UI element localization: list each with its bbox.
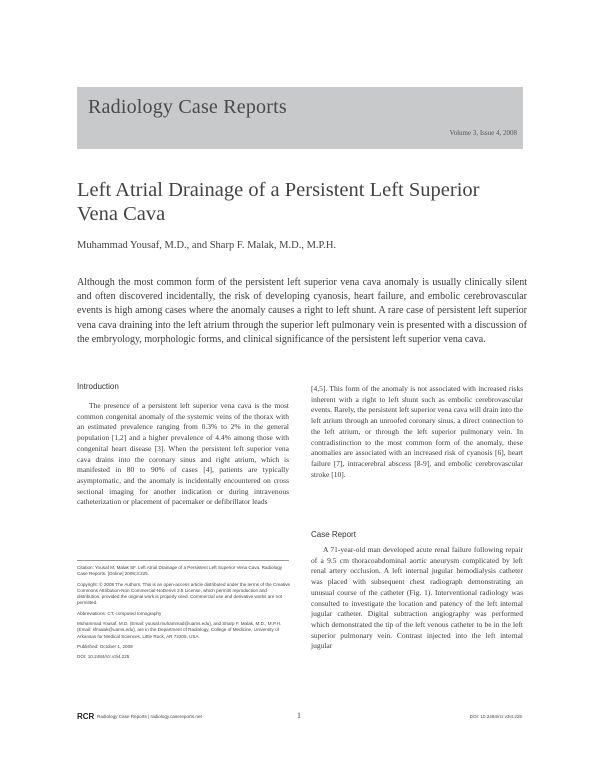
rcr-logo: RCR <box>77 712 95 721</box>
case-report-paragraph-1: A 71-year-old man developed acute renal failure following repair of a 9.5 cm thoracoabdominal aortic aneurysm complicated by left renal artery occlusion. A left internal jugular hemodialysis catheter was placed with subsequent chest radiograph demonstrating an unusual course of the catheter (Fig. 1). Interventional radiology was consulted to investigate the location and patency of the left internal jugular catheter. Digital subtraction angiography was performed which demonstrated the tip of the left venous catheter to be in the left superior pulmonary vein. Contrast injected into the left internal jugular <box>311 545 523 651</box>
article-title: Left Atrial Drainage of a Persistent Left Superior Vena Cava <box>77 179 480 225</box>
footnotes <box>77 565 291 665</box>
doi-note: DOI: 10.2484/rcr.v3i4.225 <box>77 654 130 660</box>
volume-issue: Volume 3, Issue 4, 2008 <box>449 129 517 137</box>
case-report-body <box>311 545 523 652</box>
copyright-note: Copyright: © 2008 The Authors. This is an open-access article distributed under the terms of the Creative Commons Attribution-Non Commercial-NoDerivs 2.5 License, which permits reproduction and distribution, provided the original work is properly cited. Commercial use and derivative works are not permitted. <box>77 581 291 606</box>
introduction-paragraph-2: [4,5]. This form of the anomaly is not associated with increased risks inherent with a right to left shunt such as embolic cerebrovascular events. Rarely, the persistent left superior vena cava will drain into the left atrium through an unroofed coronary sinus, a direct connection to the left atrium, or through the left superior pulmonary vein. In contradistinction to the most common form of the anomaly, these anomalies are associated with an increased risk of cyanosis [6], heart failure [7], intracerebral abscess [8-9], and embolic cerebrovascular stroke [10]. <box>311 384 523 479</box>
footer-doi: DOI: 10.2484/rcr.v3i4.225 <box>469 714 522 719</box>
published-note: Published: October 1, 2008 <box>77 643 133 649</box>
footnote-divider <box>77 560 289 561</box>
abstract: Although the most common form of the persistent left superior vena cava anomaly is usually clinically silent and often discovered incidentally, the risk of developing cyanosis, heart failure, and embolic cerebrovascular events is high among cases where the anomaly causes a right to left shunt. A rare case of persistent left superior vena cava draining into the left atrium through the superior left pulmonary vein is presented with a discussion of the embryology, morphologic forms, and clinical significance of the persistent left superior vena cava. <box>77 277 527 345</box>
introduction-body <box>77 401 289 508</box>
introduction-continued <box>311 384 523 480</box>
introduction-heading: Introduction <box>77 382 119 391</box>
page-number: 1 <box>297 711 301 720</box>
authors: Muhammad Yousaf, M.D., and Sharp F. Malak, M.D., M.P.H. <box>77 240 337 251</box>
introduction-paragraph-1: The presence of a persistent left superior vena cava is the most common congenital anomaly of the systemic veins of the thorax with an estimated prevalence ranging from 0.3% to 2% in the general population [1,2] and a higher prevalence of 4.4% among those with congenital heart disease [3]. When the persistent left superior vena cava drains into the coronary sinus and right atrium, which is manifested in 80 to 90% of cases [4], patients are typically asymptomatic, and the anomaly is incidentally encountered on cross sectional imaging for another indication or during intravenous catheterization or placement of pacemaker or defibrillator leads <box>77 401 289 507</box>
journal-title: Radiology Case Reports <box>88 96 287 118</box>
abbreviations-note: Abbreviations: CT, computed tomography <box>77 610 162 616</box>
affiliation-note: Muhammad Yousaf, M.D. (Email: yousaf.muhammad@uams.edu), and Sharp F. Malak, M.D., M.P.H. (Email: sfmalak@uams.edu), are in the Department of Radiology, College of Medicine, University of Arkansas for Medical Sciences, Little Rock, AR 72205, USA. <box>77 621 282 639</box>
footer-site: Radiology Case Reports | radiology.casereports.net <box>97 714 202 719</box>
case-report-heading: Case Report <box>311 530 356 539</box>
citation-note: Citation: Yousaf M, Malak SF. Left Atrial Drainage of a Persistent Left Superior Vena Cava. Radiology Case Reports. [Online] 2008;3:225. <box>77 565 283 577</box>
